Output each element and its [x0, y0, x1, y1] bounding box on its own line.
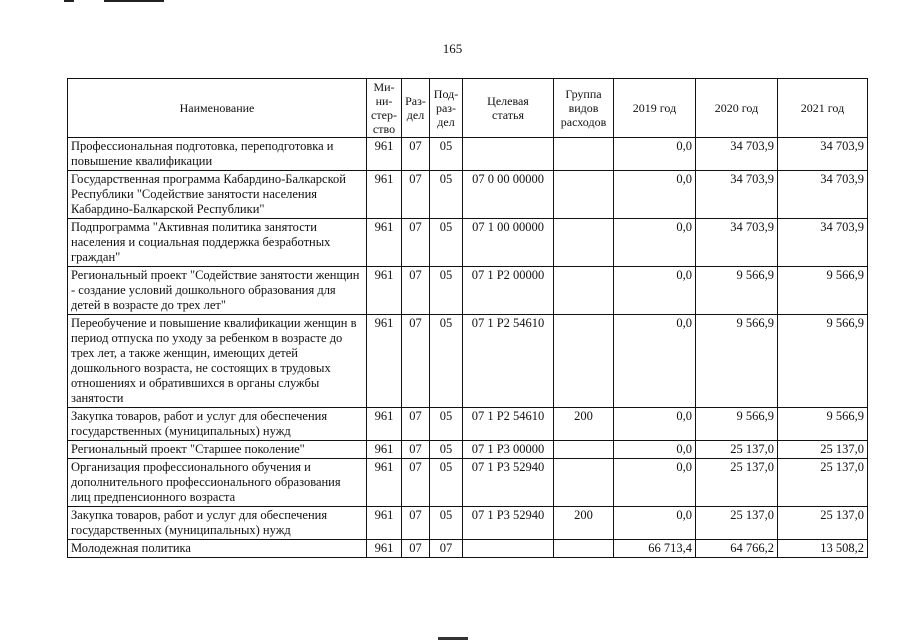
- row-subsection-cell: 07: [430, 540, 463, 558]
- row-name-cell: Организация профессионального обучения и дополнительного профессионального образования лиц предпенсионного возраста: [68, 459, 367, 507]
- row-ministry-cell: 961: [367, 171, 402, 219]
- table-row: [68, 408, 868, 441]
- row-expense-group-cell: [554, 171, 614, 219]
- row-ministry-cell: 961: [367, 267, 402, 315]
- row-2019-cell: 0,0: [614, 507, 696, 540]
- table-row: [68, 219, 868, 267]
- page-edge-marks: [64, 0, 184, 4]
- row-2020-cell: 9 566,9: [696, 315, 778, 408]
- row-section-cell: 07: [402, 219, 430, 267]
- header-expense-group: Группа видов расходов: [554, 79, 614, 138]
- row-ministry-cell: 961: [367, 441, 402, 459]
- row-2021-cell: 34 703,9: [778, 219, 868, 267]
- row-target-article-cell: 07 1 P2 54610: [463, 408, 554, 441]
- row-expense-group-cell: [554, 540, 614, 558]
- table-row: [68, 441, 868, 459]
- row-ministry-cell: 961: [367, 138, 402, 171]
- row-subsection-cell: 05: [430, 219, 463, 267]
- row-ministry-cell: 961: [367, 540, 402, 558]
- row-expense-group-cell: 200: [554, 507, 614, 540]
- row-2021-cell: 9 566,9: [778, 267, 868, 315]
- header-2019: 2019 год: [614, 79, 696, 138]
- header-2021: 2021 год: [778, 79, 868, 138]
- row-2021-cell: 25 137,0: [778, 459, 868, 507]
- row-subsection-cell: 05: [430, 267, 463, 315]
- table-row: [68, 138, 868, 171]
- row-section-cell: 07: [402, 459, 430, 507]
- header-subsection: Под- раз- дел: [430, 79, 463, 138]
- row-section-cell: 07: [402, 507, 430, 540]
- row-target-article-cell: 07 1 P2 54610: [463, 315, 554, 408]
- row-name-cell: Закупка товаров, работ и услуг для обеспечения государственных (муниципальных) нужд: [68, 408, 367, 441]
- row-subsection-cell: 05: [430, 315, 463, 408]
- row-name-cell: Региональный проект "Старшее поколение": [68, 441, 367, 459]
- row-2020-cell: 34 703,9: [696, 219, 778, 267]
- row-name-cell: Подпрограмма "Активная политика занятости населения и социальная поддержка безработных граждан": [68, 219, 367, 267]
- row-2019-cell: 0,0: [614, 315, 696, 408]
- row-2020-cell: 9 566,9: [696, 267, 778, 315]
- row-expense-group-cell: [554, 219, 614, 267]
- row-2019-cell: 0,0: [614, 408, 696, 441]
- row-2020-cell: 9 566,9: [696, 408, 778, 441]
- row-subsection-cell: 05: [430, 441, 463, 459]
- row-2020-cell: 34 703,9: [696, 171, 778, 219]
- row-ministry-cell: 961: [367, 507, 402, 540]
- row-expense-group-cell: [554, 267, 614, 315]
- row-target-article-cell: 07 1 00 00000: [463, 219, 554, 267]
- table-row: [68, 267, 868, 315]
- row-2019-cell: 0,0: [614, 459, 696, 507]
- row-expense-group-cell: [554, 315, 614, 408]
- row-expense-group-cell: [554, 441, 614, 459]
- row-2019-cell: 0,0: [614, 219, 696, 267]
- row-2020-cell: 25 137,0: [696, 507, 778, 540]
- header-section: Раз- дел: [402, 79, 430, 138]
- row-ministry-cell: 961: [367, 219, 402, 267]
- row-2019-cell: 0,0: [614, 138, 696, 171]
- table-row: [68, 171, 868, 219]
- row-2021-cell: 34 703,9: [778, 171, 868, 219]
- row-subsection-cell: 05: [430, 507, 463, 540]
- row-name-cell: Государственная программа Кабардино-Балкарской Республики "Содействие занятости населения Кабардино-Балкарской Республики": [68, 171, 367, 219]
- row-expense-group-cell: [554, 459, 614, 507]
- table-row: [68, 507, 868, 540]
- row-subsection-cell: 05: [430, 459, 463, 507]
- budget-table: [67, 78, 868, 558]
- row-2021-cell: 25 137,0: [778, 507, 868, 540]
- row-2019-cell: 0,0: [614, 441, 696, 459]
- row-section-cell: 07: [402, 441, 430, 459]
- row-2021-cell: 25 137,0: [778, 441, 868, 459]
- row-name-cell: Закупка товаров, работ и услуг для обеспечения государственных (муниципальных) нужд: [68, 507, 367, 540]
- row-2020-cell: 25 137,0: [696, 459, 778, 507]
- row-section-cell: 07: [402, 315, 430, 408]
- row-section-cell: 07: [402, 138, 430, 171]
- row-2021-cell: 9 566,9: [778, 315, 868, 408]
- table-row: [68, 540, 868, 558]
- row-section-cell: 07: [402, 267, 430, 315]
- row-section-cell: 07: [402, 540, 430, 558]
- header-ministry: Ми- ни- стер- ство: [367, 79, 402, 138]
- row-target-article-cell: [463, 540, 554, 558]
- page-number: 165: [442, 41, 463, 56]
- row-section-cell: 07: [402, 171, 430, 219]
- row-2020-cell: 64 766,2: [696, 540, 778, 558]
- row-expense-group-cell: [554, 138, 614, 171]
- row-target-article-cell: 07 1 P3 52940: [463, 507, 554, 540]
- row-subsection-cell: 05: [430, 408, 463, 441]
- header-2020: 2020 год: [696, 79, 778, 138]
- row-2019-cell: 0,0: [614, 267, 696, 315]
- header-target-article: Целевая статья: [463, 79, 554, 138]
- table-header-row: [68, 79, 868, 138]
- row-2021-cell: 34 703,9: [778, 138, 868, 171]
- row-2020-cell: 34 703,9: [696, 138, 778, 171]
- row-target-article-cell: 07 1 P3 52940: [463, 459, 554, 507]
- row-target-article-cell: [463, 138, 554, 171]
- row-target-article-cell: 07 1 P2 00000: [463, 267, 554, 315]
- row-name-cell: Региональный проект "Содействие занятости женщин - создание условий дошкольного образования для детей в возрасте до трех лет": [68, 267, 367, 315]
- row-subsection-cell: 05: [430, 171, 463, 219]
- row-target-article-cell: 07 0 00 00000: [463, 171, 554, 219]
- row-section-cell: 07: [402, 408, 430, 441]
- row-2021-cell: 13 508,2: [778, 540, 868, 558]
- row-name-cell: Молодежная политика: [68, 540, 367, 558]
- row-name-cell: Переобучение и повышение квалификации женщин в период отпуска по уходу за ребенком в возрасте до трех лет, а также женщин, имеющих детей дошкольного возраста, не состоящих в трудовых отношениях и обратившихся в органы службы занятости: [68, 315, 367, 408]
- row-2019-cell: 0,0: [614, 171, 696, 219]
- row-name-cell: Профессиональная подготовка, переподготовка и повышение квалификации: [68, 138, 367, 171]
- header-name: Наименование: [68, 79, 367, 138]
- table-row: [68, 459, 868, 507]
- row-2020-cell: 25 137,0: [696, 441, 778, 459]
- row-target-article-cell: 07 1 P3 00000: [463, 441, 554, 459]
- row-ministry-cell: 961: [367, 315, 402, 408]
- row-expense-group-cell: 200: [554, 408, 614, 441]
- row-2021-cell: 9 566,9: [778, 408, 868, 441]
- row-ministry-cell: 961: [367, 408, 402, 441]
- row-2019-cell: 66 713,4: [614, 540, 696, 558]
- row-ministry-cell: 961: [367, 459, 402, 507]
- table-row: [68, 315, 868, 408]
- row-subsection-cell: 05: [430, 138, 463, 171]
